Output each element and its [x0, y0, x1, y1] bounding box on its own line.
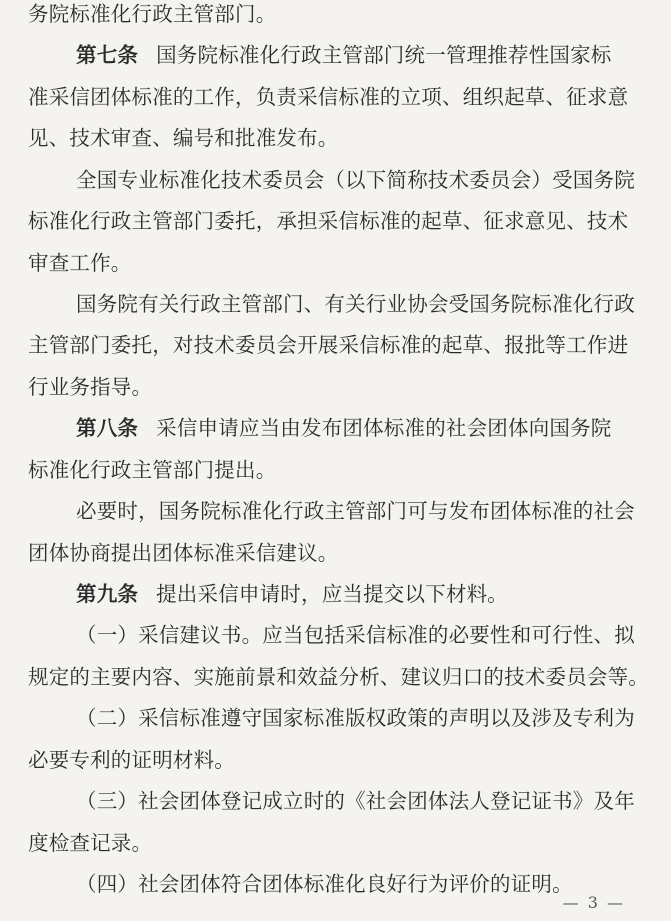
paragraph-line: 团体协商提出团体标准采信建议。 [28, 541, 339, 565]
paragraph-line: 见、技术审查、编号和批准发布。 [28, 126, 339, 150]
paragraph-line: 审查工作。 [28, 251, 132, 275]
paragraph-line: 提出采信申请时，应当提交以下材料。 [156, 582, 509, 606]
article-eight-heading [76, 414, 631, 442]
paragraph-line: 度检查记录。 [28, 831, 153, 855]
paragraph-line: 国务院标准化行政主管部门统一管理推荐性国家标 [156, 43, 612, 67]
paragraph-line: （四）社会团体符合团体标准化良好行为评价的证明。 [76, 872, 573, 896]
paragraph-line: 标准化行政主管部门委托，承担采信标准的起草、征求意见、技术 [28, 209, 629, 233]
paragraph-line: 规定的主要内容、实施前景和效益分析、建议归口的技术委员会等。 [28, 665, 649, 689]
paragraph-line: 主管部门委托，对技术委员会开展采信标准的起草、报批等工作进 [28, 333, 629, 357]
paragraph-line: 采信申请应当由发布团体标准的社会团体向国务院 [156, 416, 612, 440]
paragraph-line: 国务院有关行政主管部门、有关行业协会受国务院标准化行政 [76, 292, 635, 316]
paragraph-line: （一）采信建议书。应当包括采信标准的必要性和可行性、拟 [76, 623, 635, 647]
paragraph-line: 全国专业标准化技术委员会（以下简称技术委员会）受国务院 [76, 168, 635, 192]
article-label: 第八条 [76, 416, 139, 440]
article-label: 第七条 [76, 43, 139, 67]
paragraph-line: 必要专利的证明材料。 [28, 748, 235, 772]
paragraph-line: 行业务指导。 [28, 375, 153, 399]
paragraph-line: 准采信团体标准的工作，负责采信标准的立项、组织起草、征求意 [28, 85, 629, 109]
paragraph-line: （二）采信标准遵守国家标准版权政策的声明以及涉及专利为 [76, 706, 635, 730]
article-nine-heading [76, 580, 631, 608]
page-number: — 3 — [562, 893, 625, 912]
paragraph-line: 标准化行政主管部门提出。 [28, 458, 277, 482]
paragraph-line: 务院标准化行政主管部门。 [28, 2, 277, 26]
article-seven-heading [76, 41, 631, 69]
paragraph-line: （三）社会团体登记成立时的《社会团体法人登记证书》及年 [76, 789, 635, 813]
paragraph-line: 必要时，国务院标准化行政主管部门可与发布团体标准的社会 [76, 499, 635, 523]
article-label: 第九条 [76, 582, 139, 606]
